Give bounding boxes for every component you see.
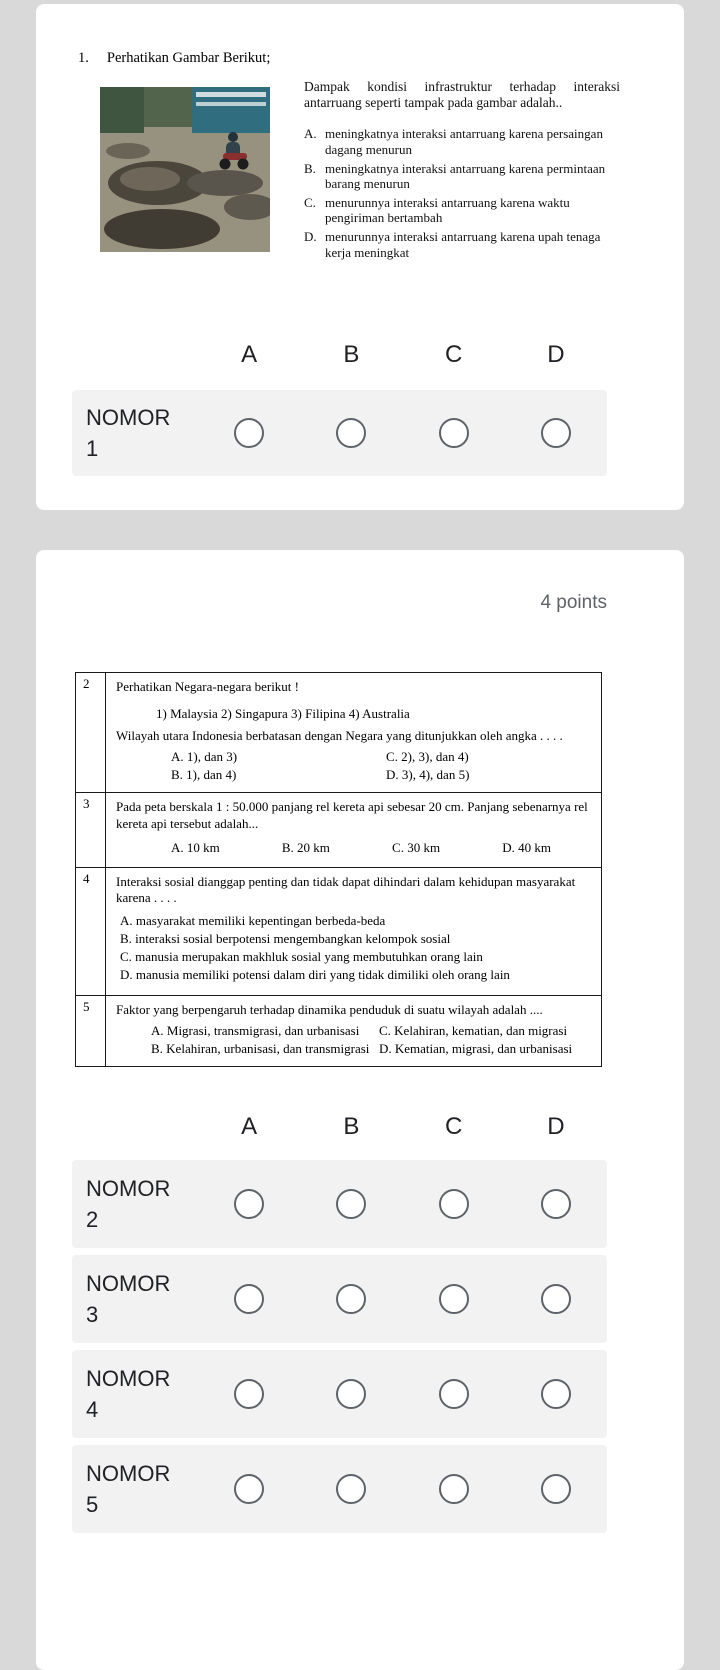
- questions-2-5-card: [36, 550, 684, 1670]
- row-label-text: NOMOR: [86, 1271, 171, 1297]
- question-3-question: Pada peta berskala 1 : 50.000 panjang rel kereta api sebesar 20 cm. Panjang sebenarnya rel kereta api tersebut adalah...: [116, 799, 588, 831]
- row-label-number: 5: [86, 1492, 99, 1518]
- question-5-content: [106, 996, 601, 1067]
- header-spacer: [72, 341, 198, 369]
- answer-row-nomor-1: [72, 390, 607, 476]
- question-1-option-b: [304, 161, 620, 192]
- radio-nomor3-c[interactable]: [439, 1284, 469, 1314]
- row-label-text: NOMOR: [86, 405, 171, 431]
- question-5-question: Faktor yang berpengaruh terhadap dinamika penduduk di suatu wilayah adalah ....: [116, 1001, 543, 1017]
- row-label-number: 3: [86, 1302, 99, 1328]
- answer-row-nomor-5: [72, 1445, 607, 1533]
- question-1-text: [304, 79, 620, 263]
- radio-nomor3-b[interactable]: [336, 1284, 366, 1314]
- option-d-text: menurunnya interaksi antarruang karena upah tenaga kerja meningkat: [325, 228, 601, 260]
- question-2-number: 2: [76, 673, 106, 792]
- question-1-option-c: [304, 195, 620, 226]
- row-label-text: NOMOR: [86, 1366, 171, 1392]
- question-5-option-b: B. Kelahiran, urbanisasi, dan transmigrasi: [151, 1041, 370, 1056]
- question-5-option-c: C. Kelahiran, kematian, dan migrasi: [379, 1022, 568, 1038]
- row-label-number: 2: [86, 1207, 99, 1233]
- radio-nomor1-c[interactable]: [439, 418, 469, 448]
- option-b-label: B.: [304, 160, 316, 176]
- radio-nomor4-a[interactable]: [234, 1379, 264, 1409]
- table-row-question-4: [76, 868, 601, 996]
- option-c-text: menurunnya interaksi antarruang karena waktu pengiriman bertambah: [325, 194, 570, 226]
- row-label-number: 1: [86, 436, 99, 462]
- column-header-b: B: [343, 1113, 360, 1141]
- row-label-text: NOMOR: [86, 1461, 171, 1487]
- question-1-card: [36, 4, 684, 510]
- answer-row-nomor-2: [72, 1160, 607, 1248]
- radio-nomor1-d[interactable]: [541, 418, 571, 448]
- question-1-heading: [36, 4, 684, 67]
- damaged-road-photo: [100, 87, 270, 252]
- option-a-label: A.: [304, 126, 317, 142]
- page: [0, 4, 720, 1670]
- question-2-option-d: D. 3), 4), dan 5): [386, 767, 470, 782]
- question-1-option-a: [304, 126, 620, 157]
- question-3-option-a: A. 10 km: [171, 839, 220, 855]
- column-header-a: A: [241, 1113, 258, 1141]
- question-1-intro: Perhatikan Gambar Berikut;: [106, 50, 271, 66]
- row-label-nomor-3: [72, 1268, 198, 1330]
- radio-nomor5-d[interactable]: [541, 1474, 571, 1504]
- question-2-country-list: 1) Malaysia 2) Singapura 3) Filipina 4) Australia: [156, 706, 410, 722]
- option-a-text: meningkatnya interaksi antarruang karena persaingan dagang menurun: [325, 126, 603, 157]
- column-header-c: C: [444, 1113, 463, 1141]
- row-label-nomor-4: [72, 1363, 198, 1425]
- column-header-d: D: [547, 341, 565, 369]
- option-b-text: meningkatnya interaksi antarruang karena permintaan barang menurun: [325, 160, 606, 192]
- question-2-question: Wilayah utara Indonesia berbatasan dengan Negara yang ditunjukkan oleh angka . . . .: [116, 727, 563, 743]
- question-2-option-c: C. 2), 3), dan 4): [386, 748, 469, 764]
- questions-table: [75, 672, 602, 1067]
- question-2-option-b: B. 1), dan 4): [171, 767, 237, 782]
- question-4-number: 4: [76, 868, 106, 995]
- row-label-nomor-5: [72, 1458, 198, 1520]
- radio-nomor2-d[interactable]: [541, 1189, 571, 1219]
- question-2-option-a: A. 1), dan 3): [171, 748, 238, 764]
- table-row-question-5: [76, 996, 601, 1067]
- question-2-title: Perhatikan Negara-negara berikut !: [116, 679, 299, 694]
- question-4-option-d: D. manusia memiliki potensi dalam diri yang tidak dimiliki oleh orang lain: [120, 967, 510, 983]
- question-4-options: [116, 913, 591, 984]
- radio-nomor5-c[interactable]: [439, 1474, 469, 1504]
- question-3-option-d: D. 40 km: [502, 839, 551, 855]
- answer-row-nomor-4: [72, 1350, 607, 1438]
- question-4-option-c: C. manusia merupakan makhluk sosial yang membutuhkan orang lain: [120, 949, 483, 964]
- answer-grid-1-header: [72, 341, 607, 369]
- column-header-b: B: [343, 341, 360, 369]
- radio-nomor1-b[interactable]: [336, 418, 366, 448]
- option-d-label: D.: [304, 228, 317, 244]
- question-5-number: 5: [76, 996, 106, 1067]
- question-3-option-b: B. 20 km: [281, 839, 330, 855]
- damaged-road-illustration: [100, 87, 270, 252]
- column-header-c: C: [444, 341, 463, 369]
- option-c-label: C.: [304, 194, 316, 210]
- column-header-a: A: [241, 341, 258, 369]
- question-3-option-c: C. 30 km: [392, 839, 441, 855]
- question-3-number: 3: [76, 793, 106, 867]
- question-1-body: [36, 79, 684, 263]
- question-5-options: [116, 1023, 591, 1058]
- question-3-options: [171, 840, 551, 856]
- question-5-option-d: D. Kematian, migrasi, dan urbanisasi: [379, 1041, 573, 1056]
- radio-nomor2-c[interactable]: [439, 1189, 469, 1219]
- answer-row-nomor-3: [72, 1255, 607, 1343]
- answer-grid-question-1: [72, 341, 607, 476]
- question-3-content: [106, 793, 601, 867]
- question-4-option-a: A. masyarakat memiliki kepentingan berbeda-beda: [120, 912, 386, 928]
- answer-grid-questions-2-5: [72, 1113, 607, 1533]
- radio-nomor1-a[interactable]: [234, 418, 264, 448]
- radio-nomor2-a[interactable]: [234, 1189, 264, 1219]
- radio-nomor4-c[interactable]: [439, 1379, 469, 1409]
- row-label-nomor-2: [72, 1173, 198, 1235]
- header-spacer: [72, 1113, 198, 1141]
- radio-nomor4-b[interactable]: [336, 1379, 366, 1409]
- radio-nomor4-d[interactable]: [541, 1379, 571, 1409]
- question-5-option-a: A. Migrasi, transmigrasi, dan urbanisasi: [151, 1022, 360, 1038]
- question-4-content: [106, 868, 601, 995]
- points-badge: 4 points: [540, 592, 607, 613]
- row-label-number: 4: [86, 1397, 99, 1423]
- question-2-content: [106, 673, 601, 792]
- table-row-question-2: [76, 673, 601, 793]
- question-2-options: [116, 749, 591, 784]
- question-1-prompt: Dampak kondisi infrastruktur terhadap interaksi antarruang seperti tampak pada gambar adalah..: [304, 79, 620, 111]
- radio-nomor2-b[interactable]: [336, 1189, 366, 1219]
- table-row-question-3: [76, 793, 601, 868]
- radio-nomor5-a[interactable]: [234, 1474, 264, 1504]
- question-1-number: 1.: [78, 50, 89, 66]
- question-4-option-b: B. interaksi sosial berpotensi mengembangkan kelompok sosial: [120, 930, 451, 946]
- radio-nomor3-d[interactable]: [541, 1284, 571, 1314]
- radio-nomor5-b[interactable]: [336, 1474, 366, 1504]
- question-1-option-d: [304, 229, 620, 260]
- row-label-text: NOMOR: [86, 1176, 171, 1202]
- column-header-d: D: [547, 1113, 565, 1141]
- question-4-question: Interaksi sosial dianggap penting dan tidak dapat dihindari dalam kehidupan masyarakat karena . . . .: [116, 874, 576, 906]
- radio-nomor3-a[interactable]: [234, 1284, 264, 1314]
- answer-grid-2-header: [72, 1113, 607, 1141]
- row-label-nomor-1: [72, 402, 198, 464]
